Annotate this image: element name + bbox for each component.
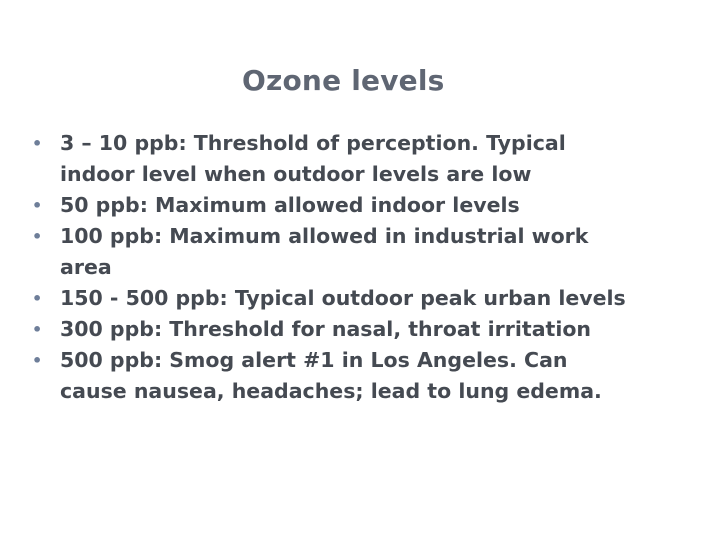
bullet-item: [32, 190, 692, 221]
bullet-dot-icon: •: [32, 227, 43, 246]
bullet-item: [32, 283, 692, 314]
bullet-list: [32, 128, 692, 407]
bullet-text: 300 ppb: Threshold for nasal, throat irritation: [60, 317, 592, 341]
bullet-text: 500 ppb: Smog alert #1 in Los Angeles. Can cause nausea, headaches; lead to lung edema.: [60, 348, 602, 403]
bullet-text: 100 ppb: Maximum allowed in industrial work area: [60, 224, 589, 279]
bullet-dot-icon: •: [32, 196, 43, 215]
bullet-dot-icon: •: [32, 289, 43, 308]
slide-title: Ozone levels: [242, 64, 445, 97]
bullet-item: [32, 345, 692, 407]
bullet-item: [32, 221, 692, 283]
bullet-dot-icon: •: [32, 351, 43, 370]
bullet-dot-icon: •: [32, 320, 43, 339]
bullet-item: [32, 128, 692, 190]
bullet-text: 3 – 10 ppb: Threshold of perception. Typical indoor level when outdoor levels are low: [60, 131, 566, 186]
bullet-dot-icon: •: [32, 134, 43, 153]
bullet-item: [32, 314, 692, 345]
bullet-text: 50 ppb: Maximum allowed indoor levels: [60, 193, 520, 217]
bullet-text: 150 - 500 ppb: Typical outdoor peak urban levels: [60, 286, 626, 310]
